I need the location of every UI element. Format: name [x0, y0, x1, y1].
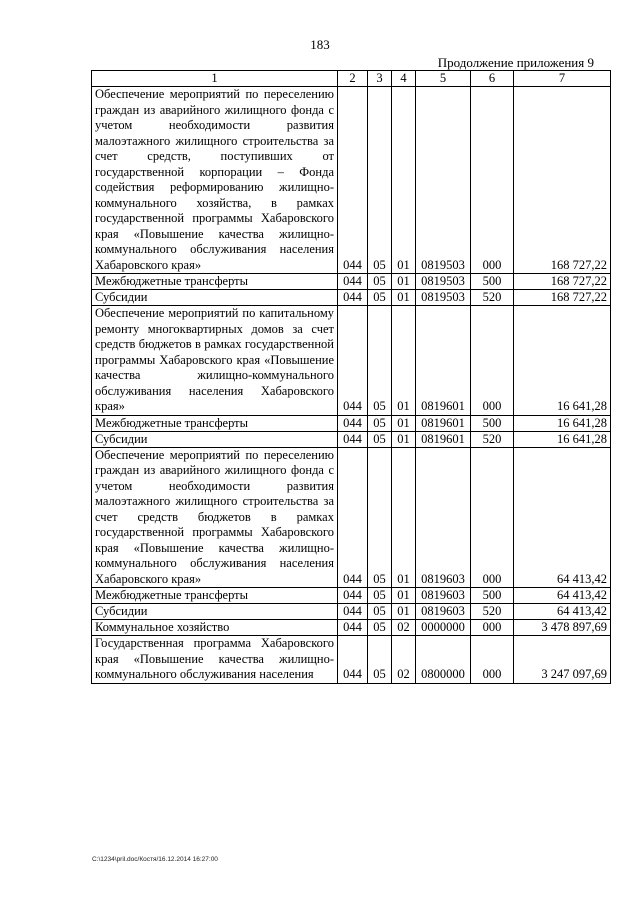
column-header: 1 — [92, 71, 338, 87]
row-name: Обеспечение мероприятий по переселению граждан из аварийного жилищного фонда с учетом необходимости развития малоэтажного жилищного строительства за счет средств бюджетов в рамках государственной программы Хабаровского края «Повышение качества жилищно-коммунального обслуживания населения Хабаровского края» — [92, 447, 338, 588]
row-name: Государственная программа Хабаровского края «Повышение качества жилищно-коммунального обслуживания населения — [92, 636, 338, 684]
row-code-ministry: 044 — [338, 620, 368, 636]
row-code-expense-type: 000 — [471, 87, 514, 274]
row-name: Субсидии — [92, 290, 338, 306]
row-amount: 168 727,22 — [514, 274, 611, 290]
budget-table — [91, 70, 611, 684]
continuation-caption: Продолжение приложения 9 — [437, 55, 594, 70]
row-code-target: 0819503 — [416, 274, 471, 290]
row-code-subsection: 01 — [392, 87, 416, 274]
row-code-section: 05 — [368, 447, 392, 588]
table-row — [92, 415, 611, 431]
row-code-ministry: 044 — [338, 290, 368, 306]
row-code-section: 05 — [368, 415, 392, 431]
row-amount: 3 478 897,69 — [514, 620, 611, 636]
row-name: Коммунальное хозяйство — [92, 620, 338, 636]
row-name: Межбюджетные трансферты — [92, 415, 338, 431]
row-code-ministry: 044 — [338, 447, 368, 588]
table-row — [92, 274, 611, 290]
row-code-expense-type: 000 — [471, 306, 514, 416]
column-header: 6 — [471, 71, 514, 87]
row-amount: 16 641,28 — [514, 415, 611, 431]
table-row — [92, 620, 611, 636]
row-code-target: 0819603 — [416, 588, 471, 604]
row-amount: 3 247 097,69 — [514, 636, 611, 684]
row-amount: 16 641,28 — [514, 431, 611, 447]
row-code-section: 05 — [368, 604, 392, 620]
row-code-section: 05 — [368, 431, 392, 447]
row-amount: 64 413,42 — [514, 604, 611, 620]
table-row — [92, 447, 611, 588]
row-code-expense-type: 000 — [471, 636, 514, 684]
row-code-subsection: 02 — [392, 620, 416, 636]
column-header: 2 — [338, 71, 368, 87]
row-code-ministry: 044 — [338, 588, 368, 604]
row-code-target: 0819503 — [416, 290, 471, 306]
row-code-subsection: 01 — [392, 274, 416, 290]
table-row — [92, 87, 611, 274]
page-number: 183 — [310, 37, 330, 52]
row-amount: 16 641,28 — [514, 306, 611, 416]
table-row — [92, 604, 611, 620]
row-code-expense-type: 000 — [471, 447, 514, 588]
table-row — [92, 588, 611, 604]
column-header: 3 — [368, 71, 392, 87]
row-code-ministry: 044 — [338, 415, 368, 431]
table-row — [92, 306, 611, 416]
row-code-target: 0819601 — [416, 431, 471, 447]
row-code-ministry: 044 — [338, 87, 368, 274]
row-amount: 64 413,42 — [514, 588, 611, 604]
row-code-subsection: 01 — [392, 604, 416, 620]
row-code-target: 0819603 — [416, 447, 471, 588]
row-code-section: 05 — [368, 87, 392, 274]
row-code-expense-type: 520 — [471, 604, 514, 620]
row-code-target: 0819603 — [416, 604, 471, 620]
row-code-subsection: 02 — [392, 636, 416, 684]
row-name: Субсидии — [92, 431, 338, 447]
row-code-ministry: 044 — [338, 604, 368, 620]
row-code-subsection: 01 — [392, 431, 416, 447]
row-name: Обеспечение мероприятий по капитальному ремонту многоквартирных домов за счет средств бюджетов в рамках государственной программы Хабаровского края «Повышение качества жилищно-коммунального обслуживания населения Хабаровского края» — [92, 306, 338, 416]
row-code-expense-type: 520 — [471, 290, 514, 306]
table-row — [92, 636, 611, 684]
row-code-ministry: 044 — [338, 636, 368, 684]
row-code-target: 0800000 — [416, 636, 471, 684]
row-code-expense-type: 500 — [471, 415, 514, 431]
row-code-subsection: 01 — [392, 306, 416, 416]
file-path-footer: C:\1234\pril.doc/Костя/16.12.2014 16:27:00 — [92, 856, 218, 863]
row-code-subsection: 01 — [392, 415, 416, 431]
row-code-section: 05 — [368, 290, 392, 306]
row-code-expense-type: 520 — [471, 431, 514, 447]
table-header-row — [92, 71, 611, 87]
row-code-subsection: 01 — [392, 588, 416, 604]
row-amount: 64 413,42 — [514, 447, 611, 588]
table-row — [92, 431, 611, 447]
row-code-section: 05 — [368, 636, 392, 684]
row-code-section: 05 — [368, 620, 392, 636]
row-code-expense-type: 500 — [471, 588, 514, 604]
row-code-section: 05 — [368, 588, 392, 604]
column-header: 7 — [514, 71, 611, 87]
row-name: Межбюджетные трансферты — [92, 274, 338, 290]
row-code-target: 0819601 — [416, 306, 471, 416]
row-code-subsection: 01 — [392, 447, 416, 588]
row-code-section: 05 — [368, 274, 392, 290]
row-code-section: 05 — [368, 306, 392, 416]
row-name: Субсидии — [92, 604, 338, 620]
row-name: Обеспечение мероприятий по переселению граждан из аварийного жилищного фонда с учетом необходимости развития малоэтажного жилищного строительства за счет средств, поступивших от государственной корпорации – Фонда содействия реформированию жилищно-коммунального хозяйства, в рамках государственной программы Хабаровского края «Повышение качества жилищно-коммунального обслуживания населения Хабаровского края» — [92, 87, 338, 274]
row-code-ministry: 044 — [338, 306, 368, 416]
row-code-target: 0819503 — [416, 87, 471, 274]
column-header: 4 — [392, 71, 416, 87]
column-header: 5 — [416, 71, 471, 87]
row-code-ministry: 044 — [338, 274, 368, 290]
row-amount: 168 727,22 — [514, 290, 611, 306]
row-code-ministry: 044 — [338, 431, 368, 447]
table-row — [92, 290, 611, 306]
row-code-target: 0000000 — [416, 620, 471, 636]
row-code-subsection: 01 — [392, 290, 416, 306]
row-code-target: 0819601 — [416, 415, 471, 431]
row-code-expense-type: 000 — [471, 620, 514, 636]
row-name: Межбюджетные трансферты — [92, 588, 338, 604]
row-code-expense-type: 500 — [471, 274, 514, 290]
row-amount: 168 727,22 — [514, 87, 611, 274]
